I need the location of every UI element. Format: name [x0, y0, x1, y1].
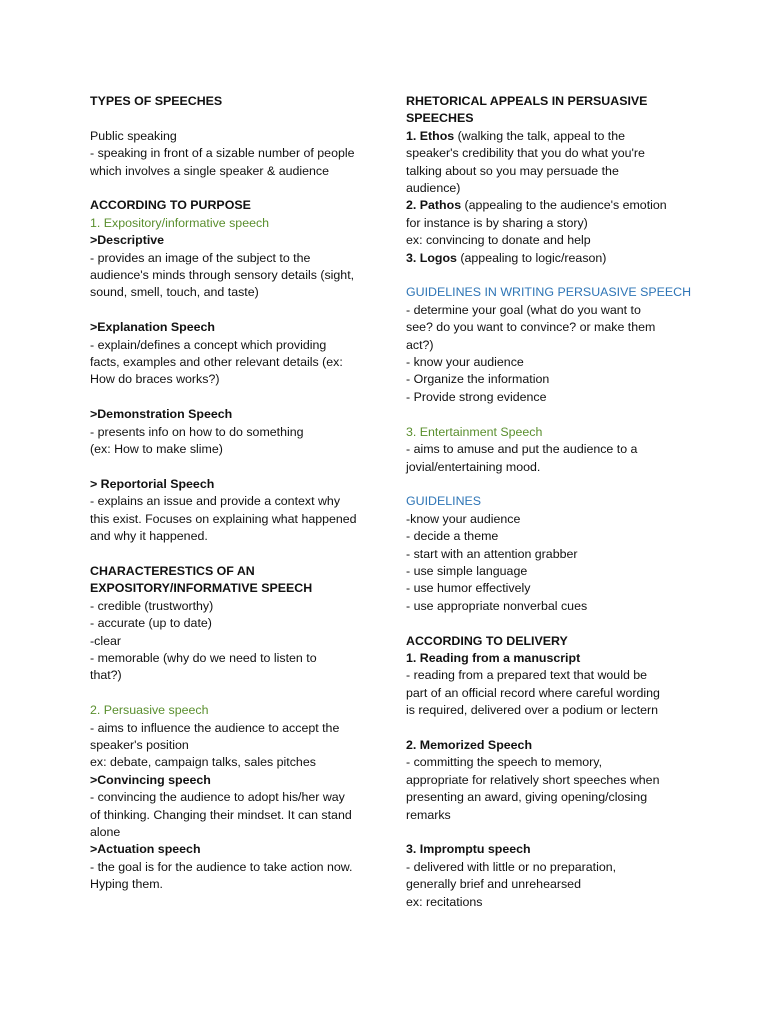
- subheading-demonstration: >Demonstration Speech: [90, 407, 233, 422]
- subheading-persuasive: 2. Persuasive speech: [90, 703, 209, 718]
- text-line: - explain/defines a concept which providing: [90, 337, 327, 352]
- text-line: part of an official record where careful wording: [406, 685, 660, 700]
- text-line: -clear: [90, 633, 121, 648]
- subheading-convincing: >Convincing speech: [90, 772, 211, 787]
- left-column: [90, 93, 380, 894]
- text-line: - delivered with little or no preparation,: [406, 859, 617, 874]
- subheading-descriptive: >Descriptive: [90, 233, 165, 248]
- text-line: - aims to amuse and put the audience to a: [406, 442, 638, 457]
- text-line: ex: recitations: [406, 894, 483, 909]
- text-line: and why it happened.: [90, 529, 208, 544]
- subheading-manuscript: 1. Reading from a manuscript: [406, 650, 581, 665]
- text-line: appropriate for relatively short speeches when: [406, 772, 660, 787]
- text-line: alone: [90, 824, 121, 839]
- spacer: [406, 267, 698, 284]
- spacer: [90, 110, 380, 127]
- right-column: [406, 93, 698, 911]
- text-line: - committing the speech to memory,: [406, 755, 603, 770]
- logos-label: 3. Logos: [406, 250, 457, 265]
- subheading-guidelines-persuasive: GUIDELINES IN WRITING PERSUASIVE SPEECH: [406, 285, 692, 300]
- text-line: that?): [90, 668, 122, 683]
- text-line: - use appropriate nonverbal cues: [406, 598, 588, 613]
- text-line: -know your audience: [406, 511, 521, 526]
- text-line: - aims to influence the audience to accept the: [90, 720, 340, 735]
- text-line: of thinking. Changing their mindset. It can stand: [90, 807, 352, 822]
- text-line: sound, smell, touch, and taste): [90, 285, 259, 300]
- text-line: - start with an attention grabber: [406, 546, 578, 561]
- text-line: which involves a single speaker & audience: [90, 163, 330, 178]
- text-line: - presents info on how to do something: [90, 424, 304, 439]
- subheading-impromptu: 3. Impromptu speech: [406, 842, 531, 857]
- text-line: this exist. Focuses on explaining what happened: [90, 511, 357, 526]
- subheading-reportorial: > Reportorial Speech: [90, 476, 215, 491]
- spacer: [90, 458, 380, 475]
- text-line: talking about so you may persuade the: [406, 163, 619, 178]
- text-line: Hyping them.: [90, 877, 164, 892]
- text-line: - accurate (up to date): [90, 616, 212, 631]
- text-line: facts, examples and other relevant details (ex:: [90, 355, 343, 370]
- text-fragment: (appealing to logic/reason): [456, 250, 607, 265]
- subheading-explanation: >Explanation Speech: [90, 320, 215, 335]
- spacer: [406, 615, 698, 632]
- text-line: - credible (trustworthy): [90, 598, 214, 613]
- text-line: audience's minds through sensory details (sight,: [90, 268, 355, 283]
- text-line: - reading from a prepared text that would be: [406, 668, 648, 683]
- section-heading-purpose: ACCORDING TO PURPOSE: [90, 198, 251, 213]
- text-line: How do braces works?): [90, 372, 220, 387]
- text-line: see? do you want to convince? or make them: [406, 320, 656, 335]
- text-line: - know your audience: [406, 355, 524, 370]
- text-fragment: (walking the talk, appeal to the: [454, 128, 626, 143]
- text-line: remarks: [406, 807, 451, 822]
- ethos-label: 1. Ethos: [406, 128, 455, 143]
- public-speaking-heading: Public speaking: [90, 128, 177, 143]
- subheading-actuation: >Actuation speech: [90, 842, 201, 857]
- text-line: - explains an issue and provide a context why: [90, 494, 341, 509]
- text-line: generally brief and unrehearsed: [406, 877, 581, 892]
- text-line: - provides an image of the subject to the: [90, 250, 311, 265]
- text-line: ex: convincing to donate and help: [406, 233, 591, 248]
- text-line: is required, delivered over a podium or lectern: [406, 703, 659, 718]
- text-line: act?): [406, 337, 434, 352]
- spacer: [90, 685, 380, 702]
- text-line: jovial/entertaining mood.: [406, 459, 541, 474]
- text-line: - use humor effectively: [406, 581, 531, 596]
- text-line: - Provide strong evidence: [406, 389, 547, 404]
- text-line: ex: debate, campaign talks, sales pitches: [90, 755, 316, 770]
- text-line: speaker's credibility that you do what you're: [406, 146, 645, 161]
- subheading-guidelines: GUIDELINES: [406, 494, 482, 509]
- text-line: speaker's position: [90, 737, 189, 752]
- text-line: (ex: How to make slime): [90, 442, 223, 457]
- spacer: [406, 824, 698, 841]
- section-heading-rhetorical: RHETORICAL APPEALS IN PERSUASIVE: [406, 94, 648, 108]
- spacer: [406, 406, 698, 423]
- text-line: presenting an award, giving opening/closing: [406, 790, 648, 805]
- text-line: - convincing the audience to adopt his/her way: [90, 790, 345, 805]
- spacer: [90, 302, 380, 319]
- text-fragment: (appealing to the audience's emotion: [461, 198, 667, 213]
- text-line: for instance is by sharing a story): [406, 215, 588, 230]
- section-heading-rhetorical: SPEECHES: [406, 111, 474, 126]
- spacer: [90, 545, 380, 562]
- text-line: audience): [406, 181, 461, 196]
- text-line: - use simple language: [406, 563, 528, 578]
- logos-line: [406, 250, 698, 267]
- subheading-memorized: 2. Memorized Speech: [406, 737, 533, 752]
- text-line: - the goal is for the audience to take action now.: [90, 859, 353, 874]
- section-heading-delivery: ACCORDING TO DELIVERY: [406, 633, 568, 648]
- pathos-line: [406, 197, 698, 214]
- spacer: [406, 720, 698, 737]
- section-heading-characteristics: CHARACTERESTICS OF AN: [90, 563, 255, 578]
- text-line: - memorable (why do we need to listen to: [90, 650, 317, 665]
- text-line: - decide a theme: [406, 529, 499, 544]
- subheading-entertainment: 3. Entertainment Speech: [406, 424, 543, 439]
- spacer: [90, 389, 380, 406]
- spacer: [406, 476, 698, 493]
- text-line: - determine your goal (what do you want to: [406, 302, 641, 317]
- pathos-label: 2. Pathos: [406, 198, 462, 213]
- text-line: - Organize the information: [406, 372, 550, 387]
- spacer: [90, 180, 380, 197]
- ethos-line: [406, 128, 698, 145]
- section-heading-characteristics: EXPOSITORY/INFORMATIVE SPEECH: [90, 581, 313, 596]
- subheading-expository: 1. Expository/informative speech: [90, 215, 270, 230]
- text-line: - speaking in front of a sizable number of people: [90, 146, 355, 161]
- page-title: TYPES OF SPEECHES: [90, 94, 223, 108]
